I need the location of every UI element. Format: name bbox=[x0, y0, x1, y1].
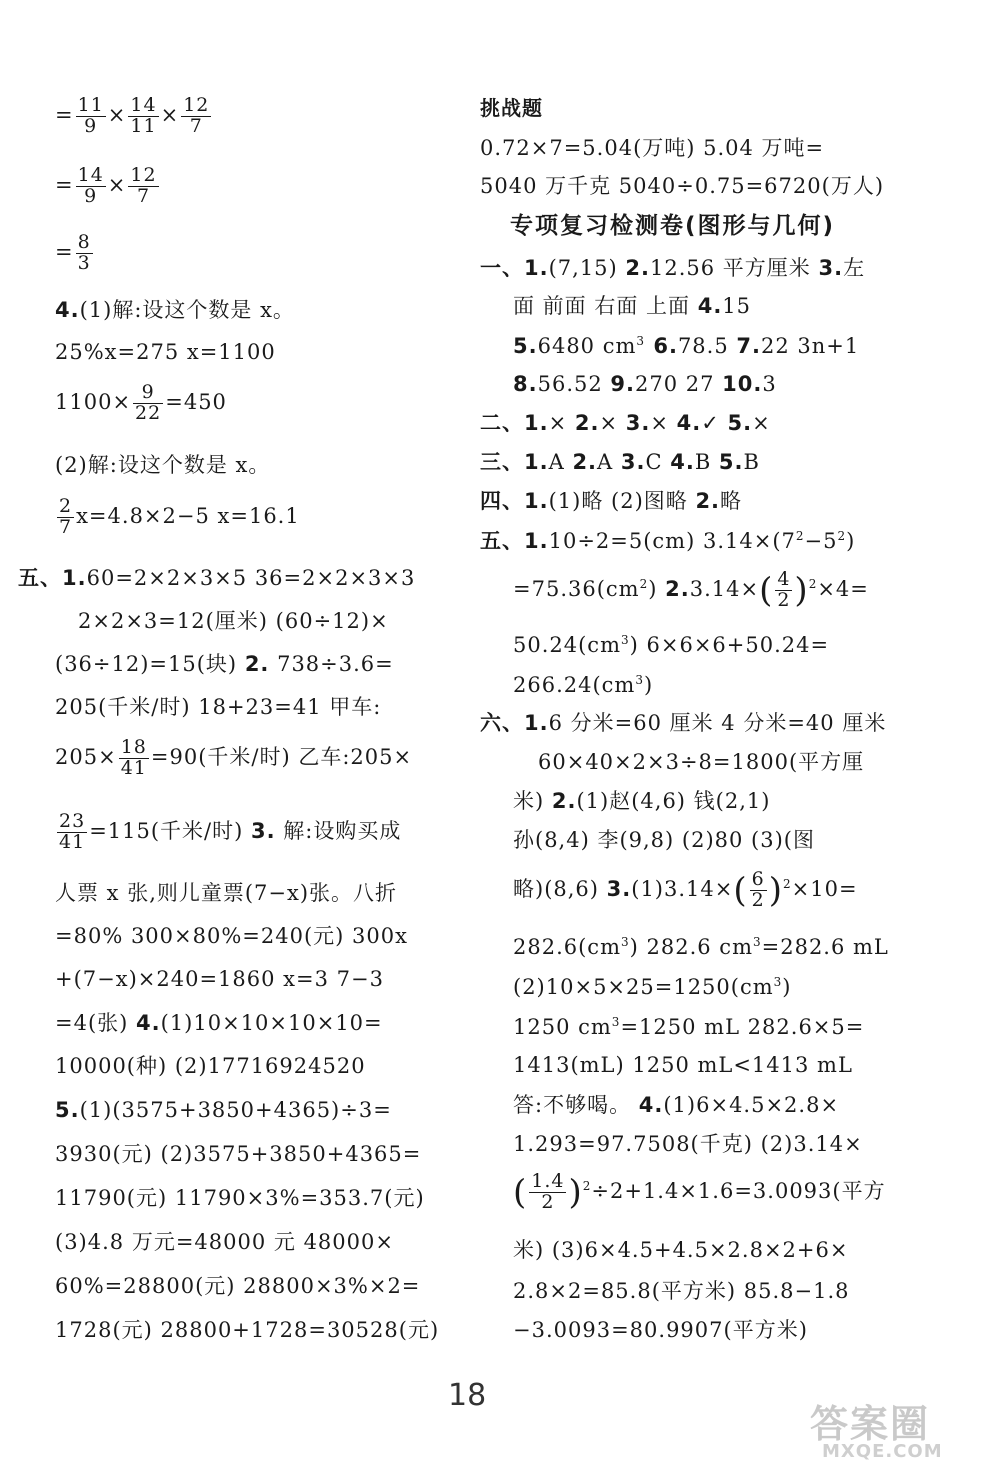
page-number: 18 bbox=[448, 1378, 487, 1413]
r-line-26: −3.0093=80.9907(平方米) bbox=[513, 1318, 808, 1342]
s5-line-12: 5.(1)(3575+3850+4365)÷3= bbox=[55, 1098, 392, 1122]
r-line-5: 二、1.× 2.× 3.× 4.✓ 5.× bbox=[480, 411, 771, 435]
r-line-8: 五、1.10÷2=5(cm) $3.14\times(7^2-5^2)$ bbox=[480, 529, 856, 553]
s5-line-7: 人票 x 张,则儿童票(7−x)张。八折 bbox=[55, 881, 398, 905]
r-line-1: 一、1.(7,15) 2.12.56 平方厘米 3.左 bbox=[480, 256, 866, 280]
s5-line-10: =4(张) 4.(1)10×10×10×10= bbox=[55, 1011, 383, 1035]
r-line-17: $282.6(cm^3)$ 282.6 $cm^3=282.6$ mL bbox=[513, 935, 889, 959]
r-line-21: 答:不够喝。 4.(1)6×4.5×2.8× bbox=[513, 1093, 840, 1117]
s5-line-9: +(7−x)×240=1860 x=3 7−3 bbox=[55, 967, 384, 991]
r-line-16: 略)(8,6) 3.(1)3.14×( $\frac{6}{2}$ )$^2$×10= bbox=[513, 868, 858, 911]
q4-part1-c: 1100× $\frac{9}{22}$ =450 bbox=[55, 381, 227, 424]
r-line-15: 孙(8,4) 李(9,8) (2)80 (3)(图 bbox=[513, 828, 815, 852]
r-line-25: 2.8×2=85.8(平方米) 85.8−1.8 bbox=[513, 1279, 850, 1303]
s5-line-2: 2×2×3=12(厘米) (60÷12)× bbox=[78, 609, 389, 633]
s5-line-16: 60%=28800(元) 28800×3%×2= bbox=[55, 1274, 421, 1298]
left-line-1: = $\frac{11}{9}$ × $\frac{14}{11}$ × $\frac{12}{7}$ bbox=[55, 94, 210, 137]
section-title: 专项复习检测卷(图形与几何) bbox=[510, 213, 836, 239]
r-line-13: 60×40×2×3÷8=1800(平方厘 bbox=[538, 750, 865, 774]
left-line-2: = $\frac{14}{9}$ × $\frac{12}{7}$ bbox=[55, 164, 157, 207]
challenge-line-2: 5040 万千克 5040÷0.75=6720(万人) bbox=[480, 174, 885, 198]
s5-line-15: (3)4.8 万元=48000 元 48000× bbox=[55, 1230, 394, 1254]
r-line-19: 1250 $cm^3=1250$ mL 282.6×5= bbox=[513, 1015, 865, 1039]
s5-line-5: 205× $\frac{18}{41}$ =90(千米/时) 乙车:205× bbox=[55, 736, 413, 779]
s5-line-13: 3930(元) (2)3575+3850+4365= bbox=[55, 1142, 422, 1166]
s5-line-11: 10000(种) (2)17716924520 bbox=[55, 1054, 366, 1078]
watermark-logo bbox=[810, 1393, 990, 1467]
s5-line-8: =80% 300×80%=240(元) 300x bbox=[55, 924, 408, 948]
s5-line-3: (36÷12)=15(块) 2. 738÷3.6= bbox=[55, 652, 394, 676]
s5-line-1: 五、1.60=2×2×3×5 36=2×2×3×3 bbox=[18, 566, 416, 590]
q4-part2: (2)解:设这个数是 x。 bbox=[55, 453, 271, 477]
r-line-4: 8.56.52 9.270 27 10.3 bbox=[513, 372, 777, 396]
watermark-text: 答案圈 bbox=[810, 1402, 931, 1446]
challenge-line-1: 0.72×7=5.04(万吨) 5.04 万吨= bbox=[480, 136, 825, 160]
q4-part2-b: $\frac{2}{7}$ x=4.8×2−5 x=16.1 bbox=[59, 495, 300, 538]
q4-part1-b: 25%x=275 x=1100 bbox=[55, 340, 276, 364]
r-line-18: $(2)10\times 5\times 25=1250(cm^3)$ bbox=[513, 975, 792, 999]
r-line-22: 1.293=97.7508(千克) (2)3.14× bbox=[513, 1132, 863, 1156]
r-line-24: 米) (3)6×4.5+4.5×2.8×2+6× bbox=[513, 1238, 849, 1262]
s5-line-6: $\frac{23}{41}$ =115(千米/时) 3. 解:设购买成 bbox=[59, 810, 402, 853]
r-line-3: 5.6480 $cm^3$ 6.78.5 7.22 3n+1 bbox=[513, 334, 860, 358]
challenge-title: 挑战题 bbox=[480, 96, 543, 120]
r-line-11: $266.24(cm^3)$ bbox=[513, 673, 654, 697]
s5-line-4: 205(千米/时) 18+23=41 甲车: bbox=[55, 695, 382, 719]
r-line-6: 三、1.A 2.A 3.C 4.B 5.B bbox=[480, 450, 760, 474]
watermark-url: MXQE.COM bbox=[822, 1441, 943, 1462]
r-line-12: 六、1.6 分米=60 厘米 4 分米=40 厘米 bbox=[480, 711, 887, 735]
left-line-3: = $\frac{8}{3}$ bbox=[55, 231, 91, 274]
r-line-9: $=75.36(cm^2)$ 2.3.14×( $\frac{4}{2}$ )$^2$×4= bbox=[513, 568, 869, 611]
r-line-2: 面 前面 右面 上面 4.15 bbox=[513, 294, 752, 318]
r-line-10: $50.24(cm^3)$ 6×6×6+50.24= bbox=[513, 633, 830, 657]
r-line-14: 米) 2.(1)赵(4,6) 钱(2,1) bbox=[513, 789, 771, 813]
r-line-7: 四、1.(1)略 (2)图略 2.略 bbox=[480, 489, 743, 513]
r-line-20: 1413(mL) 1250 mL<1413 mL bbox=[513, 1053, 853, 1077]
s5-line-14: 11790(元) 11790×3%=353.7(元) bbox=[55, 1186, 425, 1210]
r-line-23: ( $\frac{1.4}{2}$ )$^2$÷2+1.4×1.6=3.0093(平方 bbox=[513, 1170, 886, 1213]
q4-part1: 4.(1)解:设这个数是 x。 bbox=[55, 298, 295, 322]
s5-line-17: 1728(元) 28800+1728=30528(元) bbox=[55, 1318, 440, 1342]
